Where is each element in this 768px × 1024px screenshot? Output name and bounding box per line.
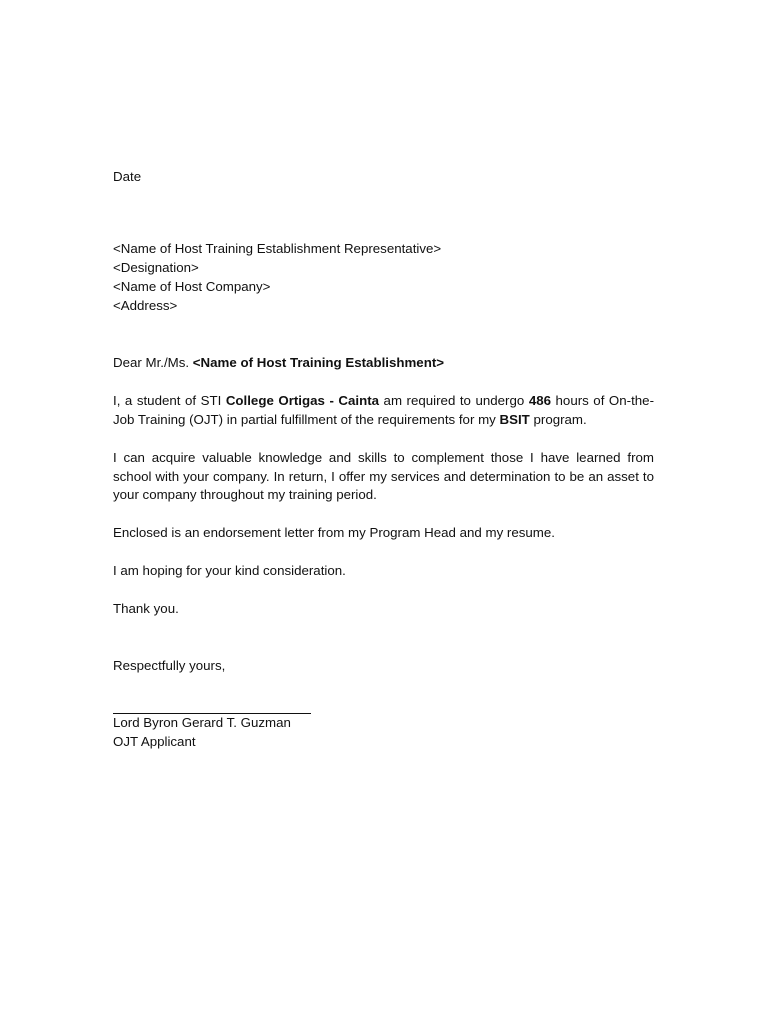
salutation-name: <Name of Host Training Establishment> <box>192 355 445 370</box>
salutation-prefix: Dear Mr./Ms. <box>113 355 193 370</box>
recipient-company: <Name of Host Company> <box>113 279 271 294</box>
paragraph-intro <box>113 392 654 429</box>
recipient-designation: <Designation> <box>113 260 199 275</box>
intro-text-3: hours of On-the-Job Training (OJT) in partial fulfillment of the requirements for my <box>113 393 655 427</box>
program-name: BSIT <box>499 411 530 427</box>
date-line: Date <box>113 169 142 184</box>
intro-text-1: I, a student of STI <box>113 393 226 408</box>
signatory-title: OJT Applicant <box>113 734 196 749</box>
intro-text-4: program. <box>529 411 587 427</box>
closing-line: Respectfully yours, <box>113 658 226 673</box>
thanks-line: Thank you. <box>113 601 179 616</box>
recipient-representative: <Name of Host Training Establishment Representative> <box>113 241 442 256</box>
paragraph-enclosure: Enclosed is an endorsement letter from my Program Head and my resume. <box>113 525 555 540</box>
ojt-hours: 486 <box>528 393 551 408</box>
paragraph-consideration: I am hoping for your kind consideration. <box>113 563 346 578</box>
signatory-name: Lord Byron Gerard T. Guzman <box>113 715 291 730</box>
recipient-address: <Address> <box>113 298 178 313</box>
paragraph-skills: I can acquire valuable knowledge and skills to complement those I have learned from school with your company. In return, I offer my services and determination to be an asset to your company throughout my training period. <box>113 450 654 503</box>
intro-text-2: am required to undergo <box>379 393 529 408</box>
salutation <box>113 354 444 373</box>
school-name: College Ortigas - Cainta <box>225 393 380 408</box>
